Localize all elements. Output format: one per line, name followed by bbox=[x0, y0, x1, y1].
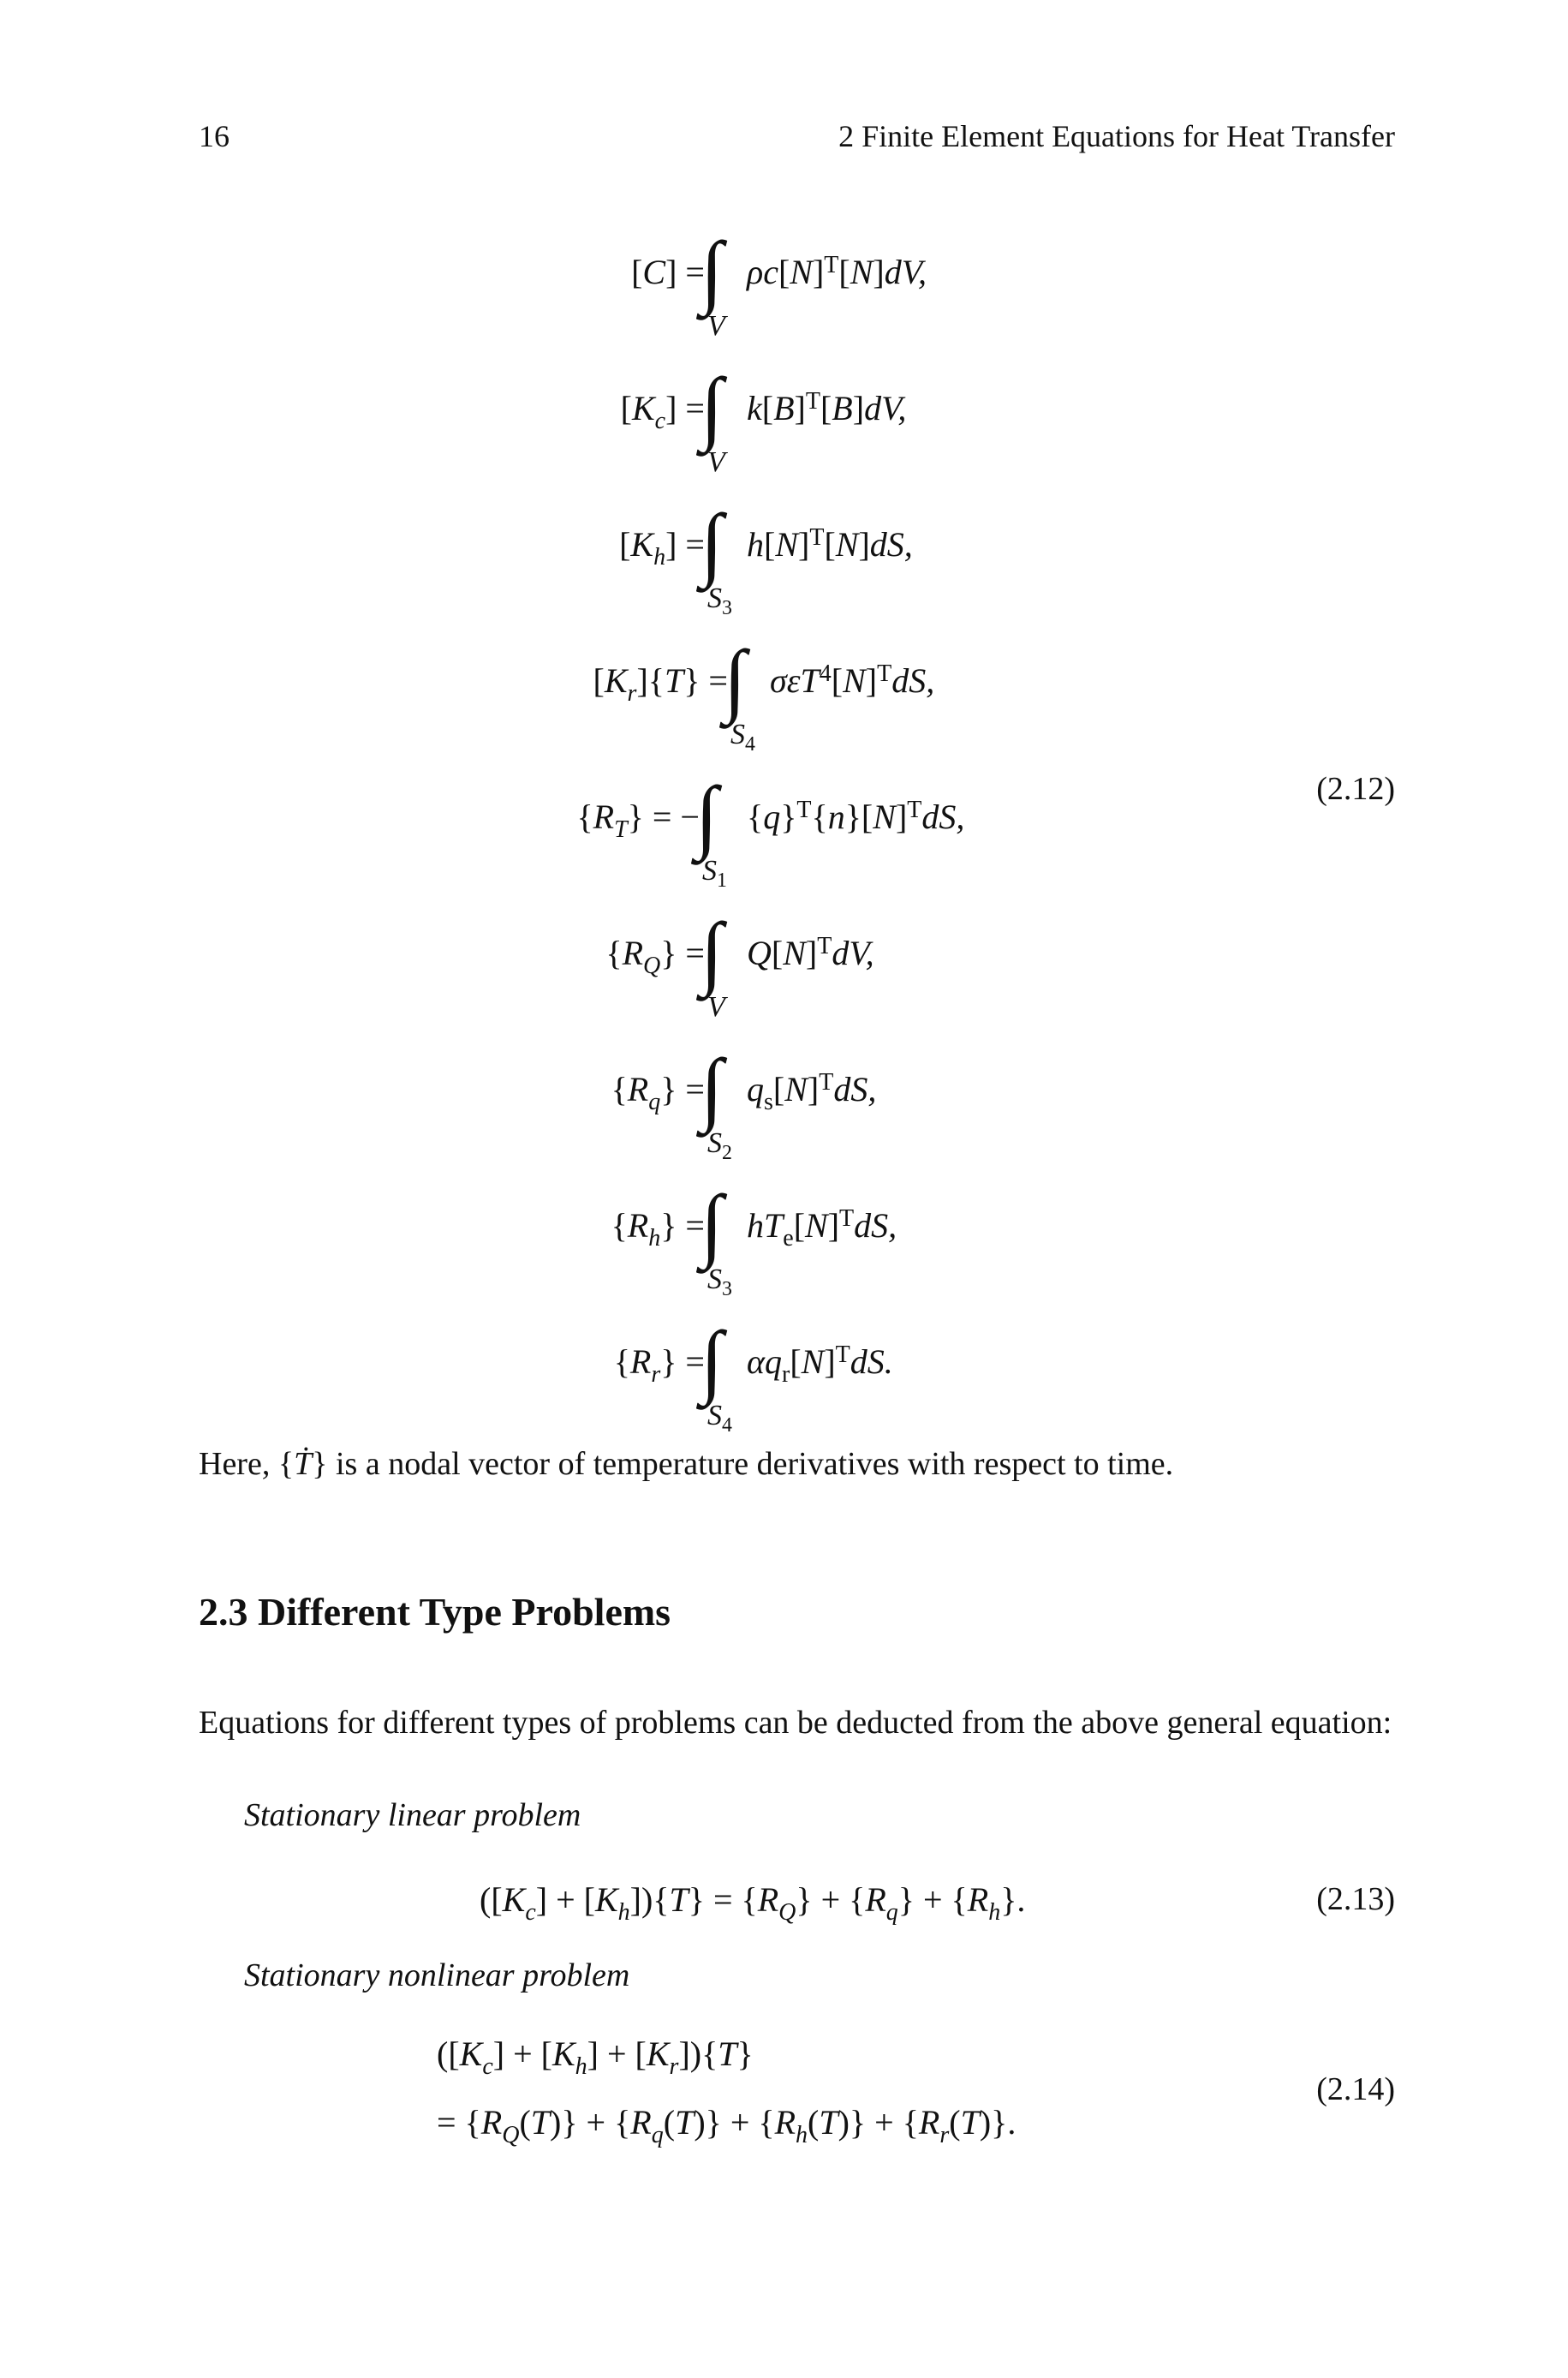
equation-number: (2.13) bbox=[1316, 1881, 1395, 1917]
integral-sign: ∫ bbox=[701, 1314, 724, 1406]
equation-lhs: $\{R_q\}$ = bbox=[611, 1070, 705, 1115]
integral-sign: ∫ bbox=[701, 1178, 724, 1270]
integration-domain: $S_1$ bbox=[702, 855, 727, 893]
problem-label: Stationary linear problem bbox=[244, 1797, 581, 1833]
equation-2-14-line1: $([K_c] + [K_h] + [K_r])\{T\}$ bbox=[437, 2034, 754, 2080]
equation-row bbox=[0, 905, 1568, 1023]
page-number: 16 bbox=[199, 119, 230, 153]
equation-row bbox=[0, 633, 1568, 756]
equation-number: (2.12) bbox=[1316, 771, 1395, 807]
section-heading: 2.3 Different Type Problems bbox=[199, 1590, 671, 1634]
equation-2-14-line2: = $\{R_Q(T)\} + \{R_q(T)\} + \{R_h(T)\} + \{R_r(T)\}$. bbox=[437, 2103, 1017, 2148]
integral-sign: ∫ bbox=[701, 497, 724, 589]
equation-row bbox=[0, 361, 1568, 478]
integral-sign: ∫ bbox=[724, 633, 747, 725]
equation-row bbox=[0, 1314, 1568, 1437]
equation-2-13: $([K_c] + [K_h])\{T\} = \{R_Q\} + \{R_q\} + \{R_h\}$. bbox=[480, 1880, 1026, 1926]
equation-rhs: $hT_e[N]^TdS$, bbox=[747, 1205, 897, 1252]
integral-sign: ∫ bbox=[701, 1042, 724, 1133]
integral-sign: ∫ bbox=[701, 361, 724, 452]
integration-domain: V bbox=[707, 991, 725, 1023]
body-paragraph: Equations for different types of problems can be deducted from the above general equation: bbox=[199, 1705, 1392, 1741]
equation-rhs: $\rho c[N]^T[N]dV$, bbox=[747, 252, 927, 291]
integral-sign: ∫ bbox=[695, 769, 718, 861]
equation-lhs: $\{R_Q\}$ = bbox=[605, 934, 705, 979]
equation-lhs: $\{R_r\}$ = bbox=[613, 1342, 705, 1388]
equation-rhs: $q_s[N]^TdS$, bbox=[747, 1069, 877, 1115]
running-header: 2 Finite Element Equations for Heat Transfer bbox=[838, 119, 1395, 153]
integral-sign: ∫ bbox=[701, 224, 724, 316]
integration-domain: $S_4$ bbox=[730, 719, 755, 756]
equation-number: (2.14) bbox=[1316, 2071, 1395, 2107]
equation-lhs: $[K_c]$ = bbox=[620, 389, 705, 434]
equation-row bbox=[0, 1042, 1568, 1165]
problem-label: Stationary nonlinear problem bbox=[244, 1957, 630, 1993]
equation-lhs: [C] = bbox=[631, 253, 705, 291]
integration-domain: $S_3$ bbox=[707, 1264, 732, 1301]
equation-rhs: $\alpha q_r[N]^TdS$. bbox=[747, 1341, 893, 1388]
equation-rhs: $\sigma\varepsilon T^4[N]^TdS$, bbox=[770, 660, 935, 700]
integration-domain: $S_4$ bbox=[707, 1400, 732, 1437]
equation-lhs: $[K_r]\{T\}$ = bbox=[593, 661, 728, 707]
equation-rhs: $h[N]^T[N]dS$, bbox=[747, 524, 913, 564]
equation-row bbox=[0, 224, 1568, 342]
equation-lhs: $\{R_T\}$ = − bbox=[576, 798, 700, 843]
equation-lhs: $\{R_h\}$ = bbox=[611, 1206, 705, 1252]
equation-rhs: $k[B]^T[B]dV$, bbox=[747, 388, 907, 427]
integration-domain: V bbox=[707, 310, 725, 342]
integral-sign: ∫ bbox=[701, 905, 724, 997]
equation-lhs: $[K_h]$ = bbox=[619, 525, 705, 571]
body-paragraph: Here, {Ṫ} is a nodal vector of temperature derivatives with respect to time. bbox=[199, 1446, 1174, 1482]
integration-domain: $S_3$ bbox=[707, 583, 732, 620]
integration-domain: V bbox=[707, 446, 725, 478]
equation-rhs: $\{q\}^T\{n\}[N]^TdS$, bbox=[747, 797, 965, 836]
equation-rhs: $Q[N]^TdV$, bbox=[747, 933, 874, 972]
integration-domain: $S_2$ bbox=[707, 1127, 732, 1165]
